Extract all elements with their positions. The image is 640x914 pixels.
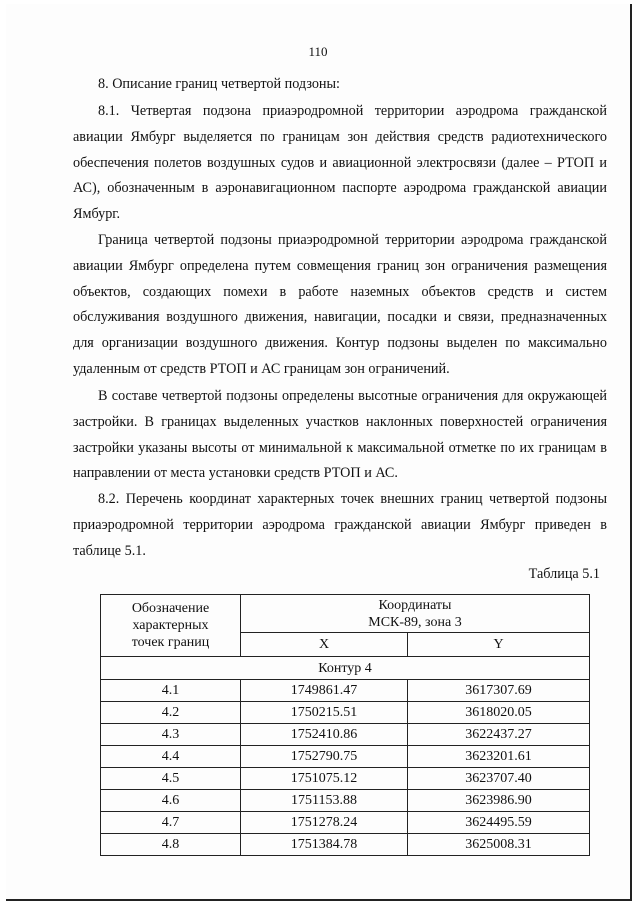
paragraph-height-limits: [73, 384, 607, 487]
table-row: [101, 746, 590, 768]
y-cell: 3617307.69: [408, 680, 590, 702]
header-points: [101, 595, 241, 657]
table-caption: Таблица 5.1: [528, 566, 600, 582]
paragraph-boundary-text: Граница четвертой подзоны приаэродромной территории аэродрома гражданской авиации Ямбург определена путем совмещения границ зон ограничения размещения объектов, создающих помехи в работе наземных объектов средств и систем обслуживания воздушного движения, навигации, посадки и связи, предназначенных для организации воздушного движения. Контур подзоны выделен по максимально удаленным от средств РТОП и АС границам зон ограничений.: [73, 232, 607, 377]
document-page: [6, 4, 632, 901]
paragraph-8-1-text: 8.1. Четвертая подзона приаэродромной территории аэродрома гражданской авиации Ямбург выделяется по границам зон действия средств радиотехнического обеспечения полетов воздушных судов и авиационной электросвязи (далее – РТОП и АС), обозначенным в аэронавигационном паспорте аэродрома гражданской авиации Ямбург.: [73, 103, 607, 223]
point-cell: 4.3: [101, 724, 241, 746]
x-cell: 1752790.75: [241, 746, 408, 768]
point-cell: 4.5: [101, 768, 241, 790]
y-cell: 3623986.90: [408, 790, 590, 812]
header-points-line2: характерных: [132, 618, 209, 633]
x-cell: 1750215.51: [241, 702, 408, 724]
header-coordinates-line2: МСК-89, зона 3: [368, 614, 462, 630]
x-cell: 1751075.12: [241, 768, 408, 790]
y-cell: 3624495.59: [408, 812, 590, 834]
section-heading: [73, 72, 607, 98]
point-cell: 4.7: [101, 812, 241, 834]
paragraph-8-2: [73, 487, 607, 564]
x-cell: 1751153.88: [241, 790, 408, 812]
y-cell: 3623707.40: [408, 768, 590, 790]
point-cell: 4.4: [101, 746, 241, 768]
paragraph-8-2-text: 8.2. Перечень координат характерных точек внешних границ четвертой подзоны приаэродромной территории аэродрома гражданской авиации Ямбург приведен в таблице 5.1.: [73, 491, 607, 559]
table-row: [101, 790, 590, 812]
table-row: [101, 702, 590, 724]
header-coordinates: [241, 595, 590, 633]
header-y: Y: [408, 633, 590, 657]
coordinates-table: [100, 594, 590, 856]
paragraph-height-limits-text: В составе четвертой подзоны определены высотные ограничения для окружающей застройки. В границах выделенных участков наклонных поверхностей ограничения застройки указаны высоты от минимальной к максимальной отметке по их границам в направлении от места установки средств РТОП и АС.: [73, 388, 607, 482]
y-cell: 3623201.61: [408, 746, 590, 768]
header-coordinates-line1: Координаты: [378, 597, 452, 613]
x-cell: 1751384.78: [241, 834, 408, 856]
header-points-line3: точек границ: [131, 635, 210, 650]
section-heading-text: 8. Описание границ четвертой подзоны:: [98, 76, 340, 92]
table-header-row: [101, 595, 590, 633]
page-number: 110: [308, 44, 328, 59]
table-row: [101, 768, 590, 790]
x-cell: 1752410.86: [241, 724, 408, 746]
point-cell: 4.6: [101, 790, 241, 812]
paragraph-boundary: [73, 228, 607, 383]
paragraph-8-1: [73, 99, 607, 228]
x-cell: 1749861.47: [241, 680, 408, 702]
table-row: [101, 834, 590, 856]
table-row: [101, 680, 590, 702]
y-cell: 3622437.27: [408, 724, 590, 746]
contour-label: Контур 4: [101, 657, 590, 680]
y-cell: 3625008.31: [408, 834, 590, 856]
header-points-line1: Обозначение: [131, 601, 210, 616]
header-x: X: [241, 633, 408, 657]
point-cell: 4.8: [101, 834, 241, 856]
table-row: [101, 812, 590, 834]
point-cell: 4.2: [101, 702, 241, 724]
point-cell: 4.1: [101, 680, 241, 702]
table-row: [101, 724, 590, 746]
contour-row: [101, 657, 590, 680]
y-cell: 3618020.05: [408, 702, 590, 724]
x-cell: 1751278.24: [241, 812, 408, 834]
